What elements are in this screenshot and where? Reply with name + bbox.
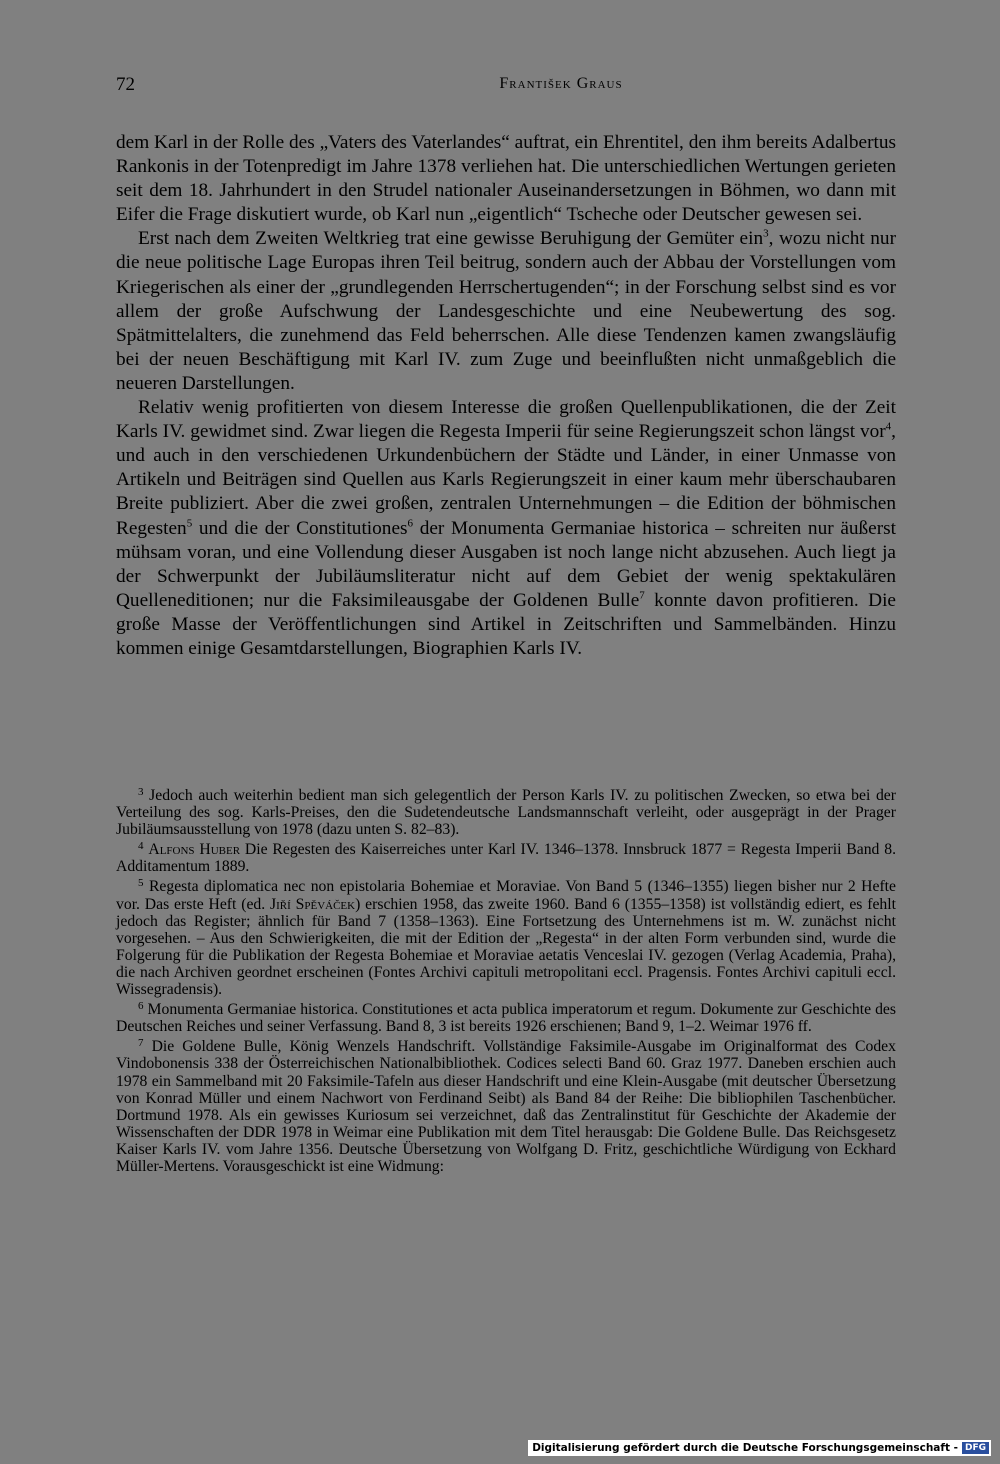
paragraph-text: und die der Constitutiones	[192, 517, 408, 539]
footnote-author: Alfons Huber	[148, 841, 241, 859]
footnote-7	[116, 1035, 896, 1175]
paragraph-text: , und auch in den verschiedenen Urkundenbüchern der Städte und Länder, in einer Unmasse von Artikeln und Beiträgen sind Quellen aus Karls Regierungszeit in einer kaum mehr überschaubaren Breite publiziert. Aber die zwei großen, zentralen Unternehmungen – die Edition der böhmischen Regesten	[116, 421, 896, 539]
footnote-text: Regesta diplomatica nec non epistolaria Bohemiae et Moraviae. Von Band 5 (1346–1355) liegen bisher nur 2 Hefte vor. Das erste Heft (ed.	[116, 878, 897, 913]
paragraph-text: konnte davon profitieren. Die große Masse der Veröffentlichungen sind Artikel in Zeitschriften und Sammelbänden. Hinzu kommen einige Gesamtdarstellungen, Biographien Karls IV.	[116, 589, 896, 659]
footnote-number: 6	[138, 1000, 144, 1013]
paragraph-text: , wozu nicht nur die neue politische Lage Europas ihren Teil beitrug, sondern auch der Abbau der Vorstellungen vom Kriegerischen als einer der „grundlegenden Herrschertugenden“; in der Forschung selbst sind es vor allem der große Aufschwung der Landesgeschichte und eine Neubewertung des sog. Spätmittelalters, die zunehmend das Feld beherrschen. Alle diese Tendenzen kamen zwangsläufig bei der neuen Beschäftigung mit Karl IV. zum Zuge und beeinflußten nicht unmaßgeblich die neueren Darstellungen.	[116, 228, 896, 394]
credit-text: Digitalisierung gefördert durch die Deutsche Forschungsgemeinschaft -	[532, 1442, 958, 1454]
main-text	[116, 131, 896, 661]
footnote-5	[116, 875, 896, 998]
page-header	[116, 74, 896, 102]
footnote-ref: 6	[407, 517, 414, 530]
footnote-number: 5	[138, 877, 144, 890]
footnote-number: 7	[138, 1037, 144, 1050]
footnote-number: 3	[138, 786, 144, 798]
paragraph-text: der Monumenta Germaniae historica – schreiten nur äußerst mühsam voran, und eine Vollendung dieser Ausgaben ist noch lange nicht abzusehen. Auch liegt ja der Schwerpunkt der Jubiläumsliteratur nicht auf dem Gebiet der wenig spektakulären Quelleneditionen; nur die Faksimileausgabe der Goldenen Bulle	[116, 517, 897, 611]
footnote-3	[116, 784, 896, 838]
footnote-number: 4	[138, 840, 144, 853]
footnote-ref: 3	[763, 227, 769, 240]
dfg-logo: DFG	[962, 1442, 989, 1454]
paragraph-2	[116, 227, 896, 396]
footnote-6	[116, 998, 896, 1035]
paragraph-text: Erst nach dem Zweiten Weltkrieg trat eine gewisse Beruhigung der Gemüter ein	[138, 228, 764, 250]
footnote-text: Die Goldene Bulle, König Wenzels Handschrift. Vollständige Faksimile-Ausgabe im Originalformat des Codex Vindobonensis 338 der Österreichischen Nationalbibliothek. Codices selecti Band 60. Graz 1977. Daneben erschien auch 1978 ein Sammelband mit 20 Faksimile-Tafeln aus dieser Handschrift und eine Klein-Ausgabe (mit deutscher Übersetzung von Konrad Müller und einem Nachwort von Ferdinand Seibt) als Band 84 der Reihe: Die bibliophilen Taschenbücher. Dortmund 1978. Als ein gewisses Kuriosum sei verzeichnet, daß das Zentralinstitut für Geschichte der Akademie der Wissenschaften der DDR 1978 in Weimar eine Publikation mit dem Titel herausgab: Die Goldene Bulle. Das Reichsgesetz Kaiser Karls IV. vom Jahre 1356. Deutsche Übersetzung von Wolfgang D. Fritz, geschichtliche Würdigung von Eckhard Müller-Mertens. Vorausgeschickt ist eine Widmung:	[116, 1038, 896, 1175]
page-number: 72	[116, 74, 135, 95]
footnote-editor: Jiří Spěváček	[270, 895, 356, 913]
paragraph-1	[116, 131, 896, 227]
paragraph-3	[116, 396, 896, 661]
footnote-text: Die Regesten des Kaiserreiches unter Karl IV. 1346–1378. Innsbruck 1877 = Regesta Imperii Band 8. Additamentum 1889.	[116, 841, 897, 876]
footnote-text: ) erschien 1958, das zweite 1960. Band 6 (1355–1358) ist vollständig ediert, es fehlt jedoch das Register; ähnlich für Band 7 (1358–1363). Eine Fortsetzung des Unternehmens ist m. W. zunächst nicht vorgesehen. – Aus den Schwierigkeiten, die mit der Edition der „Regesta“ in der alten Form verbunden sind, wurde die Folgerung für die Publikation der Regesta Bohemiae et Moraviae aetatis Venceslai IV. gezogen (Verlag Academia, Praha), die nach Archiven geordnet erscheinen (Fontes Archivi capituli metropolitani eccl. Pragensis. Fontes Archivi capituli eccl. Wissegradensis).	[116, 895, 896, 999]
digitization-credit	[528, 1440, 991, 1456]
running-head: František Graus	[499, 75, 623, 92]
footnote-text: Jedoch auch weiterhin bedient man sich gelegentlich der Person Karls IV. zu politischen Zwecken, so etwa bei der Verteilung des sog. Karls-Preises, den die Sudetendeutsche Landsmannschaft verleiht, oder ausgeprägt in der Prager Jubiläumsausstellung von 1978 (dazu unten S. 82–83).	[116, 787, 896, 839]
paragraph-text: Relativ wenig profitierten von diesem Interesse die großen Quellenpublikationen, die der Zeit Karls IV. gewidmet sind. Zwar liegen die Regesta Imperii für seine Regierungszeit schon längst vor	[116, 397, 896, 443]
footnote-ref: 7	[639, 589, 645, 602]
paragraph-text: dem Karl in der Rolle des „Vaters des Vaterlandes“ auftrat, ein Ehrentitel, den ihm bereits Adalbertus Rankonis in der Totenpredigt im Jahre 1378 verliehen hat. Die unterschiedlichen Wertungen gerieten seit dem 18. Jahrhundert in den Strudel nationaler Auseinandersetzungen in Böhmen, wo dann mit Eifer die Frage diskutiert wurde, ob Karl nun „eigentlich“ Tscheche oder Deutscher gewesen sei.	[116, 132, 896, 226]
footnote-text: Monumenta Germaniae historica. Constitutiones et acta publica imperatorum et regum. Dokumente zur Geschichte des Deutschen Reiches und seiner Verfassung. Band 8, 3 ist bereits 1926 erschienen; Band 9, 1–2. Weimar 1976 ff.	[116, 1001, 896, 1036]
footnote-ref: 5	[186, 517, 193, 530]
footnote-ref: 4	[885, 420, 892, 433]
footnote-4	[116, 838, 896, 875]
footnotes	[116, 784, 896, 1175]
